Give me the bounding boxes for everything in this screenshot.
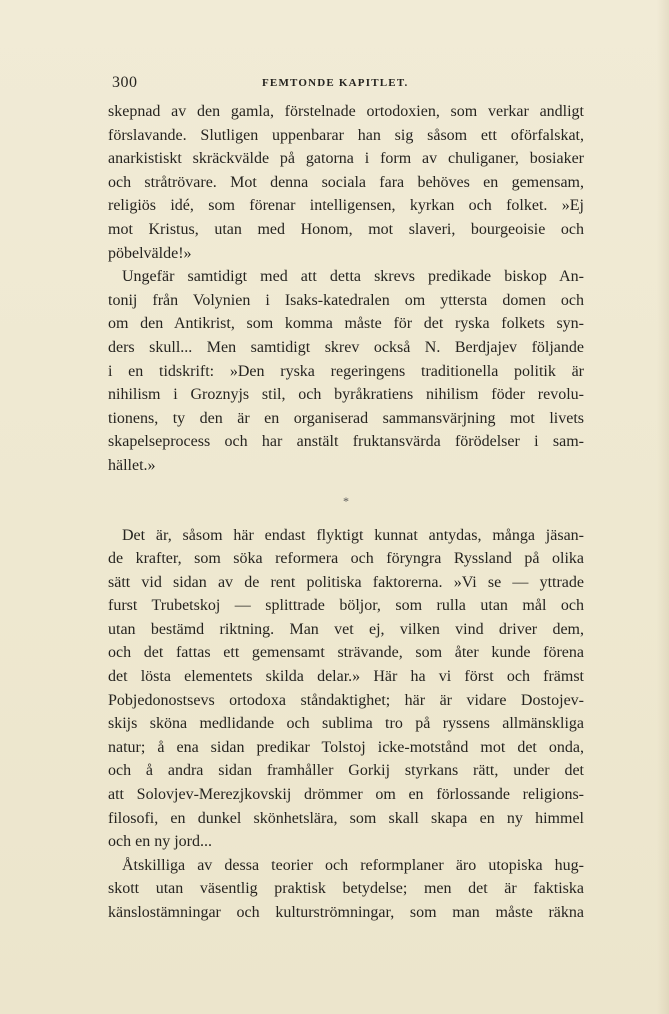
text-line: i en tidskrift: »Den ryska regeringens traditionella politik är	[108, 362, 584, 380]
text-line: Det är, såsom här endast flyktigt kunnat antydas, många jäsan-	[122, 526, 584, 544]
paragraph-1	[108, 100, 584, 265]
text-line: tionens, ty den är en organiserad sammansvärjning mot livets	[108, 409, 584, 427]
text-line: Pobjedonostsevs ortodoxa ståndaktighet; här är vidare Dostojev-	[108, 691, 584, 709]
text-line: natur; å ena sidan predikar Tolstoj icke-motstånd mot det onda,	[108, 738, 584, 756]
text-line: förslavande. Slutligen uppenbarar han sig såsom ett oförfalskat,	[108, 126, 584, 144]
text-line: tonij från Volynien i Isaks-katedralen om yttersta domen och	[108, 291, 584, 309]
running-head: FEMTONDE KAPITLET.	[262, 77, 409, 89]
text-line: filosofi, en dunkel skönhetslära, som skall skapa en ny himmel	[108, 809, 584, 827]
text-line: mot Kristus, utan med Honom, mot slaveri, bourgeoisie och	[108, 220, 584, 238]
text-line: och det fattas ett gemensamt strävande, som åter kunde förena	[108, 644, 584, 662]
text-line: skott utan väsentlig praktisk betydelse; men det är faktiska	[108, 880, 584, 898]
text-line: det lösta elementets skilda delar.» Här ha vi först och främst	[108, 668, 584, 686]
page-edge-shadow	[657, 0, 669, 1014]
text-line: om den Antikrist, som komma måste för det ryska folkets syn-	[108, 315, 584, 333]
text-line: och å andra sidan framhåller Gorkij styrkans rätt, under det	[108, 762, 584, 780]
text-line: att Solovjev-Merezjkovskij drömmer om en förlossande religions-	[108, 786, 584, 804]
section-separator: *	[343, 493, 349, 508]
text-line: de krafter, som söka reformera och föryngra Ryssland på olika	[108, 550, 584, 568]
page-header	[112, 74, 582, 96]
text-line: skijs sköna medlidande och sublima tro på ryssens allmänskliga	[108, 715, 584, 733]
paragraph-3	[108, 524, 584, 854]
text-line: Åtskilliga av dessa teorier och reformplaner äro utopiska hug-	[122, 856, 584, 874]
text-line: och en ny jord...	[108, 833, 212, 851]
text-line: och stråtrövare. Mot denna sociala fara behöves en gemensam,	[108, 173, 584, 191]
page-number: 300	[112, 74, 138, 91]
text-line: känslostämningar och kulturströmningar, som man måste räkna	[108, 904, 584, 921]
text-line: pöbelvälde!»	[108, 244, 192, 262]
text-line: hället.»	[108, 456, 156, 474]
text-line: ders skull... Men samtidigt skrev också N. Berdjajev följande	[108, 338, 584, 356]
body-text	[108, 100, 584, 925]
paragraph-2	[108, 265, 584, 477]
text-line: furst Trubetskoj — splittrade böljor, som rulla utan mål och	[108, 597, 584, 615]
text-line: skepnad av den gamla, förstelnade ortodoxien, som verkar andligt	[108, 103, 584, 120]
text-line: Ungefär samtidigt med att detta skrevs predikade biskop An-	[122, 268, 584, 286]
text-line: skapelseprocess och har anstält fruktansvärda förödelser i sam-	[108, 433, 584, 451]
text-line: utan bestämd riktning. Man vet ej, vilken vind driver dem,	[108, 620, 584, 638]
text-line: anarkistiskt skräckvälde på gatorna i form av chuliganer, bosiaker	[108, 150, 584, 168]
paragraph-4	[108, 854, 584, 925]
text-line: sätt vid sidan av de rent politiska faktorerna. »Vi se — yttrade	[108, 573, 584, 591]
text-line: religiös idé, som förenar intelligensen, kyrkan och folket. »Ej	[108, 197, 584, 215]
text-line: nihilism i Groznyjs stil, och byråkratiens nihilism föder revolu-	[108, 386, 584, 404]
